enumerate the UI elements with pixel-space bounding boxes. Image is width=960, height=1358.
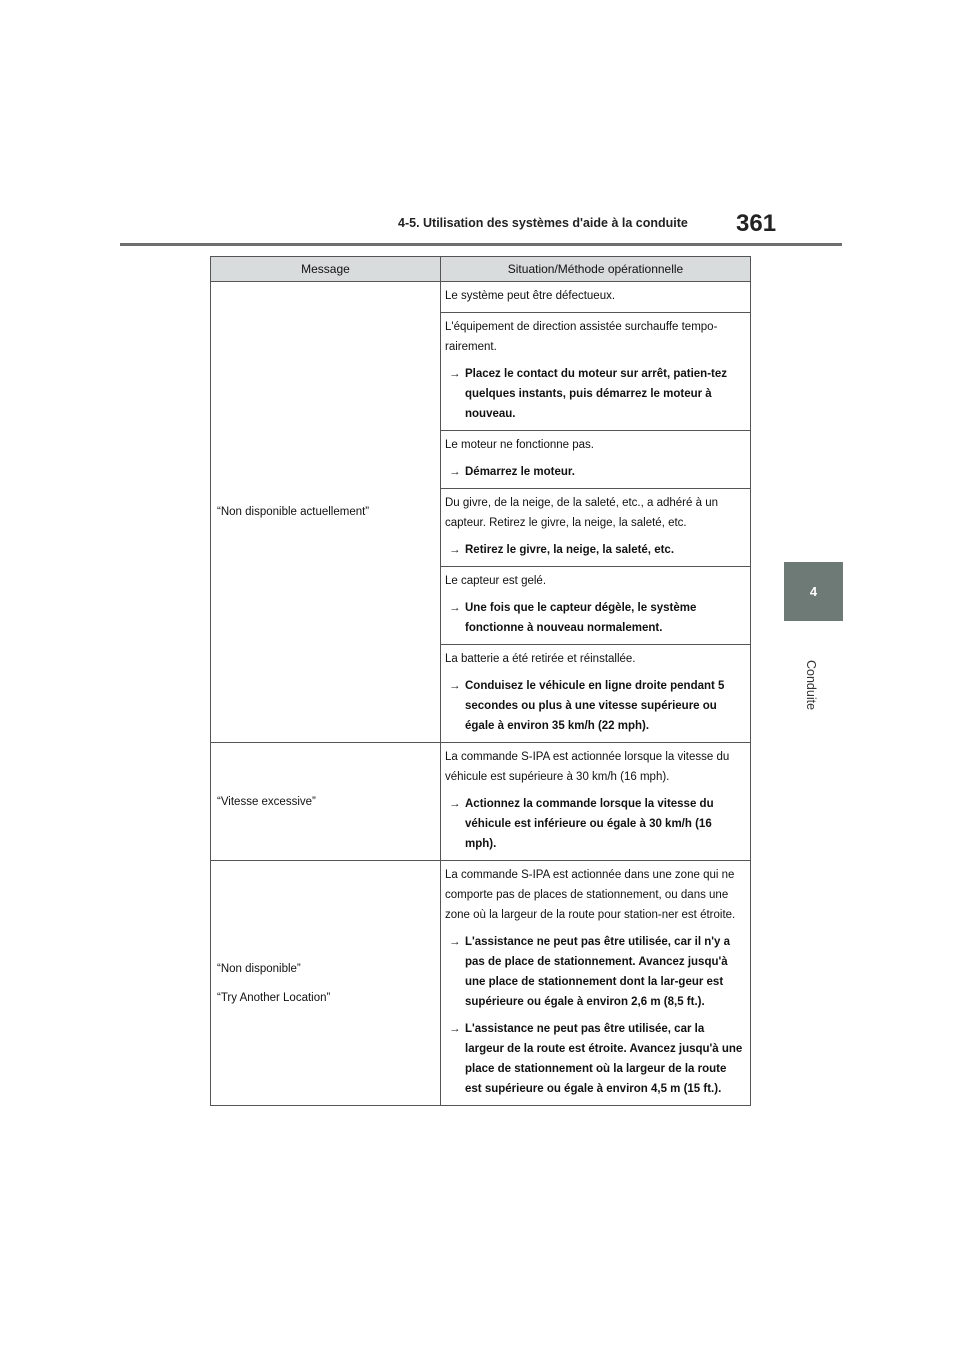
table-body [211, 282, 751, 1106]
table-row [211, 861, 751, 1106]
situation-cell [441, 282, 751, 313]
action-step [445, 1019, 744, 1099]
message-cell [211, 861, 441, 1106]
action-step-text: Placez le contact du moteur sur arrêt, patien-tez quelques instants, puis démarrez le moteur à nouveau. [465, 368, 728, 420]
message-text: “Try Another Location” [217, 991, 331, 1004]
action-step-text: L'assistance ne peut pas être utilisée, car la largeur de la route est étroite. Avancez jusqu'à une place de stationnement où la largeur de la route est supérieure ou égale à environ 4,5 m (15 ft.). [465, 1023, 743, 1095]
situation-description: La batterie a été retirée et réinstallée. [445, 653, 636, 665]
arrow-right-icon: → [449, 466, 461, 478]
situation-description: Le système peut être défectueux. [445, 290, 616, 302]
table-row [211, 743, 751, 861]
situation-cell [441, 489, 751, 567]
action-step-text: Une fois que le capteur dégèle, le système fonctionne à nouveau normalement. [465, 602, 697, 634]
arrow-right-icon: → [449, 798, 461, 810]
action-step-text: Conduisez le véhicule en ligne droite pendant 5 secondes ou plus à une vitesse supérieure ou égale à environ 35 km/h (22 mph). [465, 680, 725, 732]
column-header-situation: Situation/Méthode opérationnelle [441, 257, 751, 282]
action-step [445, 540, 744, 560]
action-step [445, 598, 744, 638]
arrow-right-icon: → [449, 544, 461, 556]
message-text: “Vitesse excessive” [217, 795, 316, 808]
table-header-row [211, 257, 751, 282]
chapter-label: Conduite [804, 660, 818, 711]
arrow-right-icon: → [449, 602, 461, 614]
situation-description: La commande S-IPA est actionnée lorsque la vitesse du véhicule est supérieure à 30 km/h (16 mph). [445, 751, 730, 783]
action-step-text: Actionnez la commande lorsque la vitesse du véhicule est inférieure ou égale à 30 km/h (16 mph). [465, 798, 714, 850]
situation-cell [441, 861, 751, 1106]
situation-description: Le capteur est gelé. [445, 575, 547, 587]
column-header-message: Message [211, 257, 441, 282]
section-title: 4-5. Utilisation des systèmes d'aide à la conduite [398, 216, 688, 230]
situation-description: Du givre, de la neige, de la saleté, etc., a adhéré à un capteur. Retirez le givre, la neige, la saleté, etc. [445, 497, 718, 529]
action-step [445, 676, 744, 736]
situation-cell [441, 743, 751, 861]
action-step [445, 932, 744, 1012]
arrow-right-icon: → [449, 368, 461, 380]
situation-cell [441, 313, 751, 431]
arrow-right-icon: → [449, 1023, 461, 1035]
message-cell [211, 743, 441, 861]
situation-description: L'équipement de direction assistée surchauffe tempo-rairement. [445, 321, 718, 353]
action-step-text: Démarrez le moteur. [465, 466, 575, 478]
message-text: “Non disponible actuellement” [217, 506, 370, 518]
page-number: 361 [736, 210, 777, 237]
message-text: “Non disponible” [217, 962, 301, 975]
action-step [445, 462, 744, 482]
action-step [445, 794, 744, 854]
message-table [210, 256, 751, 1106]
arrow-right-icon: → [449, 936, 461, 948]
action-step-text: Retirez le givre, la neige, la saleté, etc. [465, 544, 675, 556]
table-row [211, 282, 751, 313]
situation-cell [441, 645, 751, 743]
action-step-text: L'assistance ne peut pas être utilisée, car il n'y a pas de place de stationnement. Avancez jusqu'à une place de stationnement dont la lar-geur est supérieure ou égale à environ 2,6 m (8,5 ft.). [465, 936, 730, 1008]
situation-cell [441, 567, 751, 645]
situation-description: Le moteur ne fonctionne pas. [445, 439, 594, 451]
action-step [445, 364, 744, 424]
message-cell [211, 282, 441, 743]
chapter-tab [784, 562, 843, 621]
situation-cell [441, 431, 751, 489]
arrow-right-icon: → [449, 680, 461, 692]
situation-description: La commande S-IPA est actionnée dans une zone qui ne comporte pas de places de stationnement, ou dans une zone où la largeur de la route pour station-ner est étroite. [445, 869, 736, 921]
header-divider [120, 243, 842, 246]
chapter-number: 4 [809, 584, 818, 599]
